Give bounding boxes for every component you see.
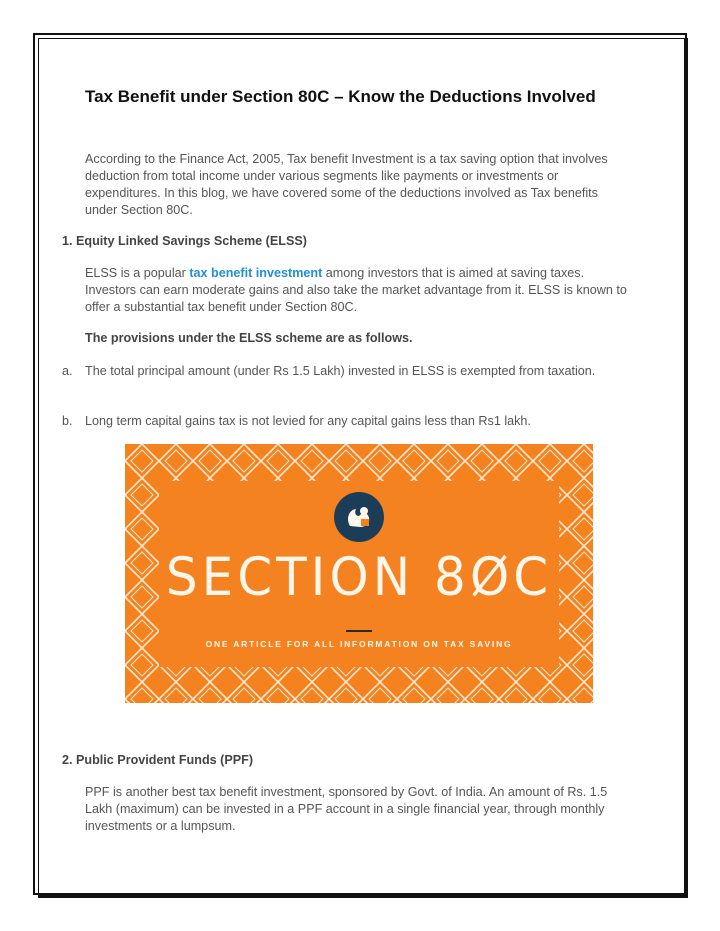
- intro-paragraph: According to the Finance Act, 2005, Tax benefit Investment is a tax saving option that involves deduction from total income under various segments like payments or investments or expenditures. In this blog, we have covered some of the deductions involved as Tax benefits under Section 80C.: [85, 152, 608, 217]
- banner-title: SECTION 8ØC: [165, 546, 553, 608]
- provisions-heading: The provisions under the ELSS scheme are as follows.: [85, 331, 413, 345]
- banner-subtitle: ONE ARTICLE FOR ALL INFORMATION ON TAX SAVING: [205, 639, 513, 649]
- list-item: [62, 413, 632, 430]
- tax-benefit-investment-link[interactable]: tax benefit investment: [189, 266, 323, 280]
- list-marker: a.: [62, 364, 73, 378]
- section-1-heading: 1. Equity Linked Savings Scheme (ELSS): [62, 234, 307, 248]
- list-marker: b.: [62, 414, 73, 428]
- section-80c-banner-image: [125, 444, 593, 703]
- section-1-text-before: ELSS is a popular: [85, 266, 190, 280]
- section-1-text-after: among investors that is aimed at saving taxes. Investors can earn moderate gains and also take the market advantage from it. ELSS is known to offer a substantial tax benefit under Section 80C.: [85, 266, 627, 314]
- document-title: Tax Benefit under Section 80C – Know the Deductions Involved: [85, 87, 596, 106]
- list-item-text: Long term capital gains tax is not levied for any capital gains less than Rs1 lakh.: [85, 414, 531, 428]
- banner-divider: [346, 630, 372, 632]
- section-2-heading: 2. Public Provident Funds (PPF): [62, 753, 254, 767]
- list-item-text: The total principal amount (under Rs 1.5 Lakh) invested in ELSS is exempted from taxation.: [85, 364, 596, 378]
- list-item: [62, 363, 632, 380]
- section-2-paragraph: PPF is another best tax benefit investment, sponsored by Govt. of India. An amount of Rs. 1.5 Lakh (maximum) can be invested in a PPF account in a single financial year, through monthly investments or a lumpsum.: [85, 785, 608, 833]
- section-1-paragraph: [85, 265, 630, 316]
- squirrel-logo-icon: [334, 492, 384, 542]
